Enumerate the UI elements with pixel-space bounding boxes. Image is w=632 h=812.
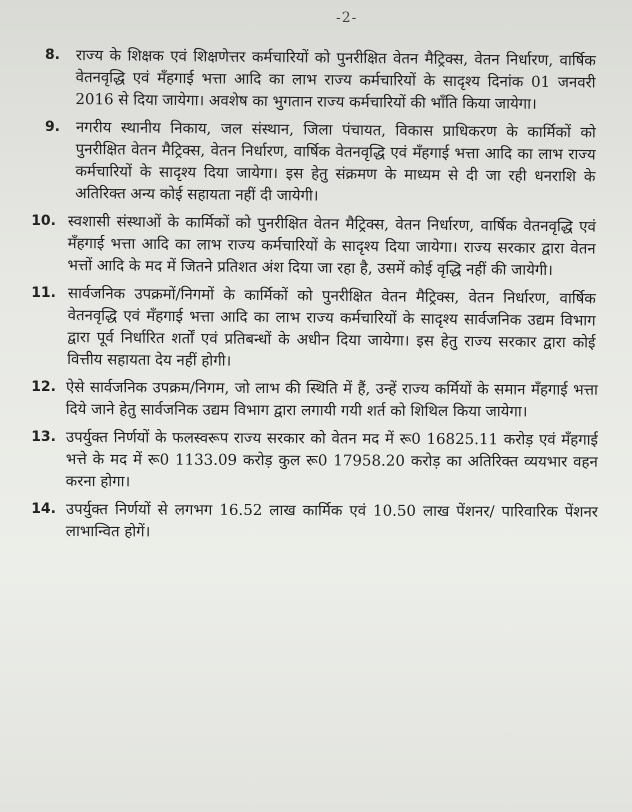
list-item-12 [6, 376, 618, 420]
list-item-14 [6, 498, 618, 542]
item-number: 12. [31, 379, 56, 395]
item-text: राज्य के शिक्षक एवं शिक्षणेत्तर कर्मचारियों को पुनरीक्षित वेतन मैट्रिक्स, वेतन निर्धारण, वार्षिक वेतनवृद्धि एवं मँहगाई भत्ता आदि का लाभ राज्य कर्मचारियों के सादृश्य दिनांक 01 जनवरी 2016 से दिया जायेगा। अवशेष का भुगतान राज्य कर्मचारियों की भाँति किया जायेगा। [75, 45, 596, 113]
item-number: 10. [31, 213, 56, 229]
item-number: 13. [31, 429, 56, 445]
list-item-11 [6, 282, 618, 370]
item-text: ऐसे सार्वजनिक उपक्रम/निगम, जो लाभ की स्थिति में हैं, उन्हें राज्य कर्मियों के समान मँहगाई भत्ता दिये जाने हेतु सार्वजनिक उद्यम विभाग द्वारा लगायी गयी शर्त को शिथिल किया जायेगा। [65, 377, 598, 421]
numbered-list [6, 44, 618, 542]
list-item-8 [6, 44, 618, 113]
item-text: सार्वजनिक उपक्रमों/निगमों के कार्मिकों को पुनरीक्षित वेतन मैट्रिक्स, वेतन निर्धारण, वार्षिक वेतनवृद्धि एवं मँहगाई भत्ता आदि का लाभ राज्य कर्मचारियों के सादृश्य सार्वजनिक उद्यम विभाग द्वारा पूर्व निर्धारित शर्तों एवं प्रतिबन्धों के अधीन दिया जायेगा। इस हेतु राज्य सरकार द्वारा कोई वित्तीय सहायता देय नहीं होगी। [67, 283, 596, 370]
item-number: 11. [31, 285, 56, 301]
item-number: 8. [44, 47, 60, 63]
item-text: नगरीय स्थानीय निकाय, जल संस्थान, जिला पंचायत, विकास प्राधिकरण के कार्मिकों को पुनरीक्षित वेतन मैट्रिक्स, वेतन निर्धारण, वार्षिक वेतनवृद्धि एवं मँहगाई भत्ता आदि का लाभ राज्य कर्मचारियों के सादृश्य दिया जायेगा। इस हेतु संक्रमण के माध्यम से दी जा रही धनराशि के अतिरिक्त अन्य कोई सहायता नहीं दी जायेगी। [75, 117, 596, 205]
item-text: उपर्युक्त निर्णयों से लगभग 16.52 लाख कार्मिक एवं 10.50 लाख पेंशनर/ पारिवारिक पेंशनर लाभान्वित होगें। [65, 499, 598, 541]
item-text: उपर्युक्त निर्णयों के फलस्वरूप राज्य सरकार को वेतन मद में रू0 16825.11 करोड़ एवं मँहगाई भत्ते के मद में रू0 1133.09 करोड़ कुल रू0 17958.20 करोड़ का अतिरिक्त व्ययभार वहन करना होगा। [65, 427, 598, 491]
list-item-10 [6, 210, 618, 280]
item-text: स्वशासी संस्थाओं के कार्मिकों को पुनरीक्षित वेतन मैट्रिक्स, वेतन निर्धारण, वार्षिक वेतनवृद्धि एवं मँहगाई भत्ता आदि का लाभ राज्य कर्मचारियों के सादृश्य दिया जायेगा। राज्य सरकार द्वारा वेतन भत्तों आदि के मद में जितने प्रतिशत अंश दिया जा रहा है, उसमें कोई वृद्धि नहीं की जायेगी। [67, 211, 596, 280]
item-number: 9. [44, 119, 60, 135]
list-item-9 [6, 116, 618, 204]
list-item-13 [6, 426, 618, 492]
page-number: -2- [336, 10, 358, 26]
item-number: 14. [31, 501, 56, 517]
